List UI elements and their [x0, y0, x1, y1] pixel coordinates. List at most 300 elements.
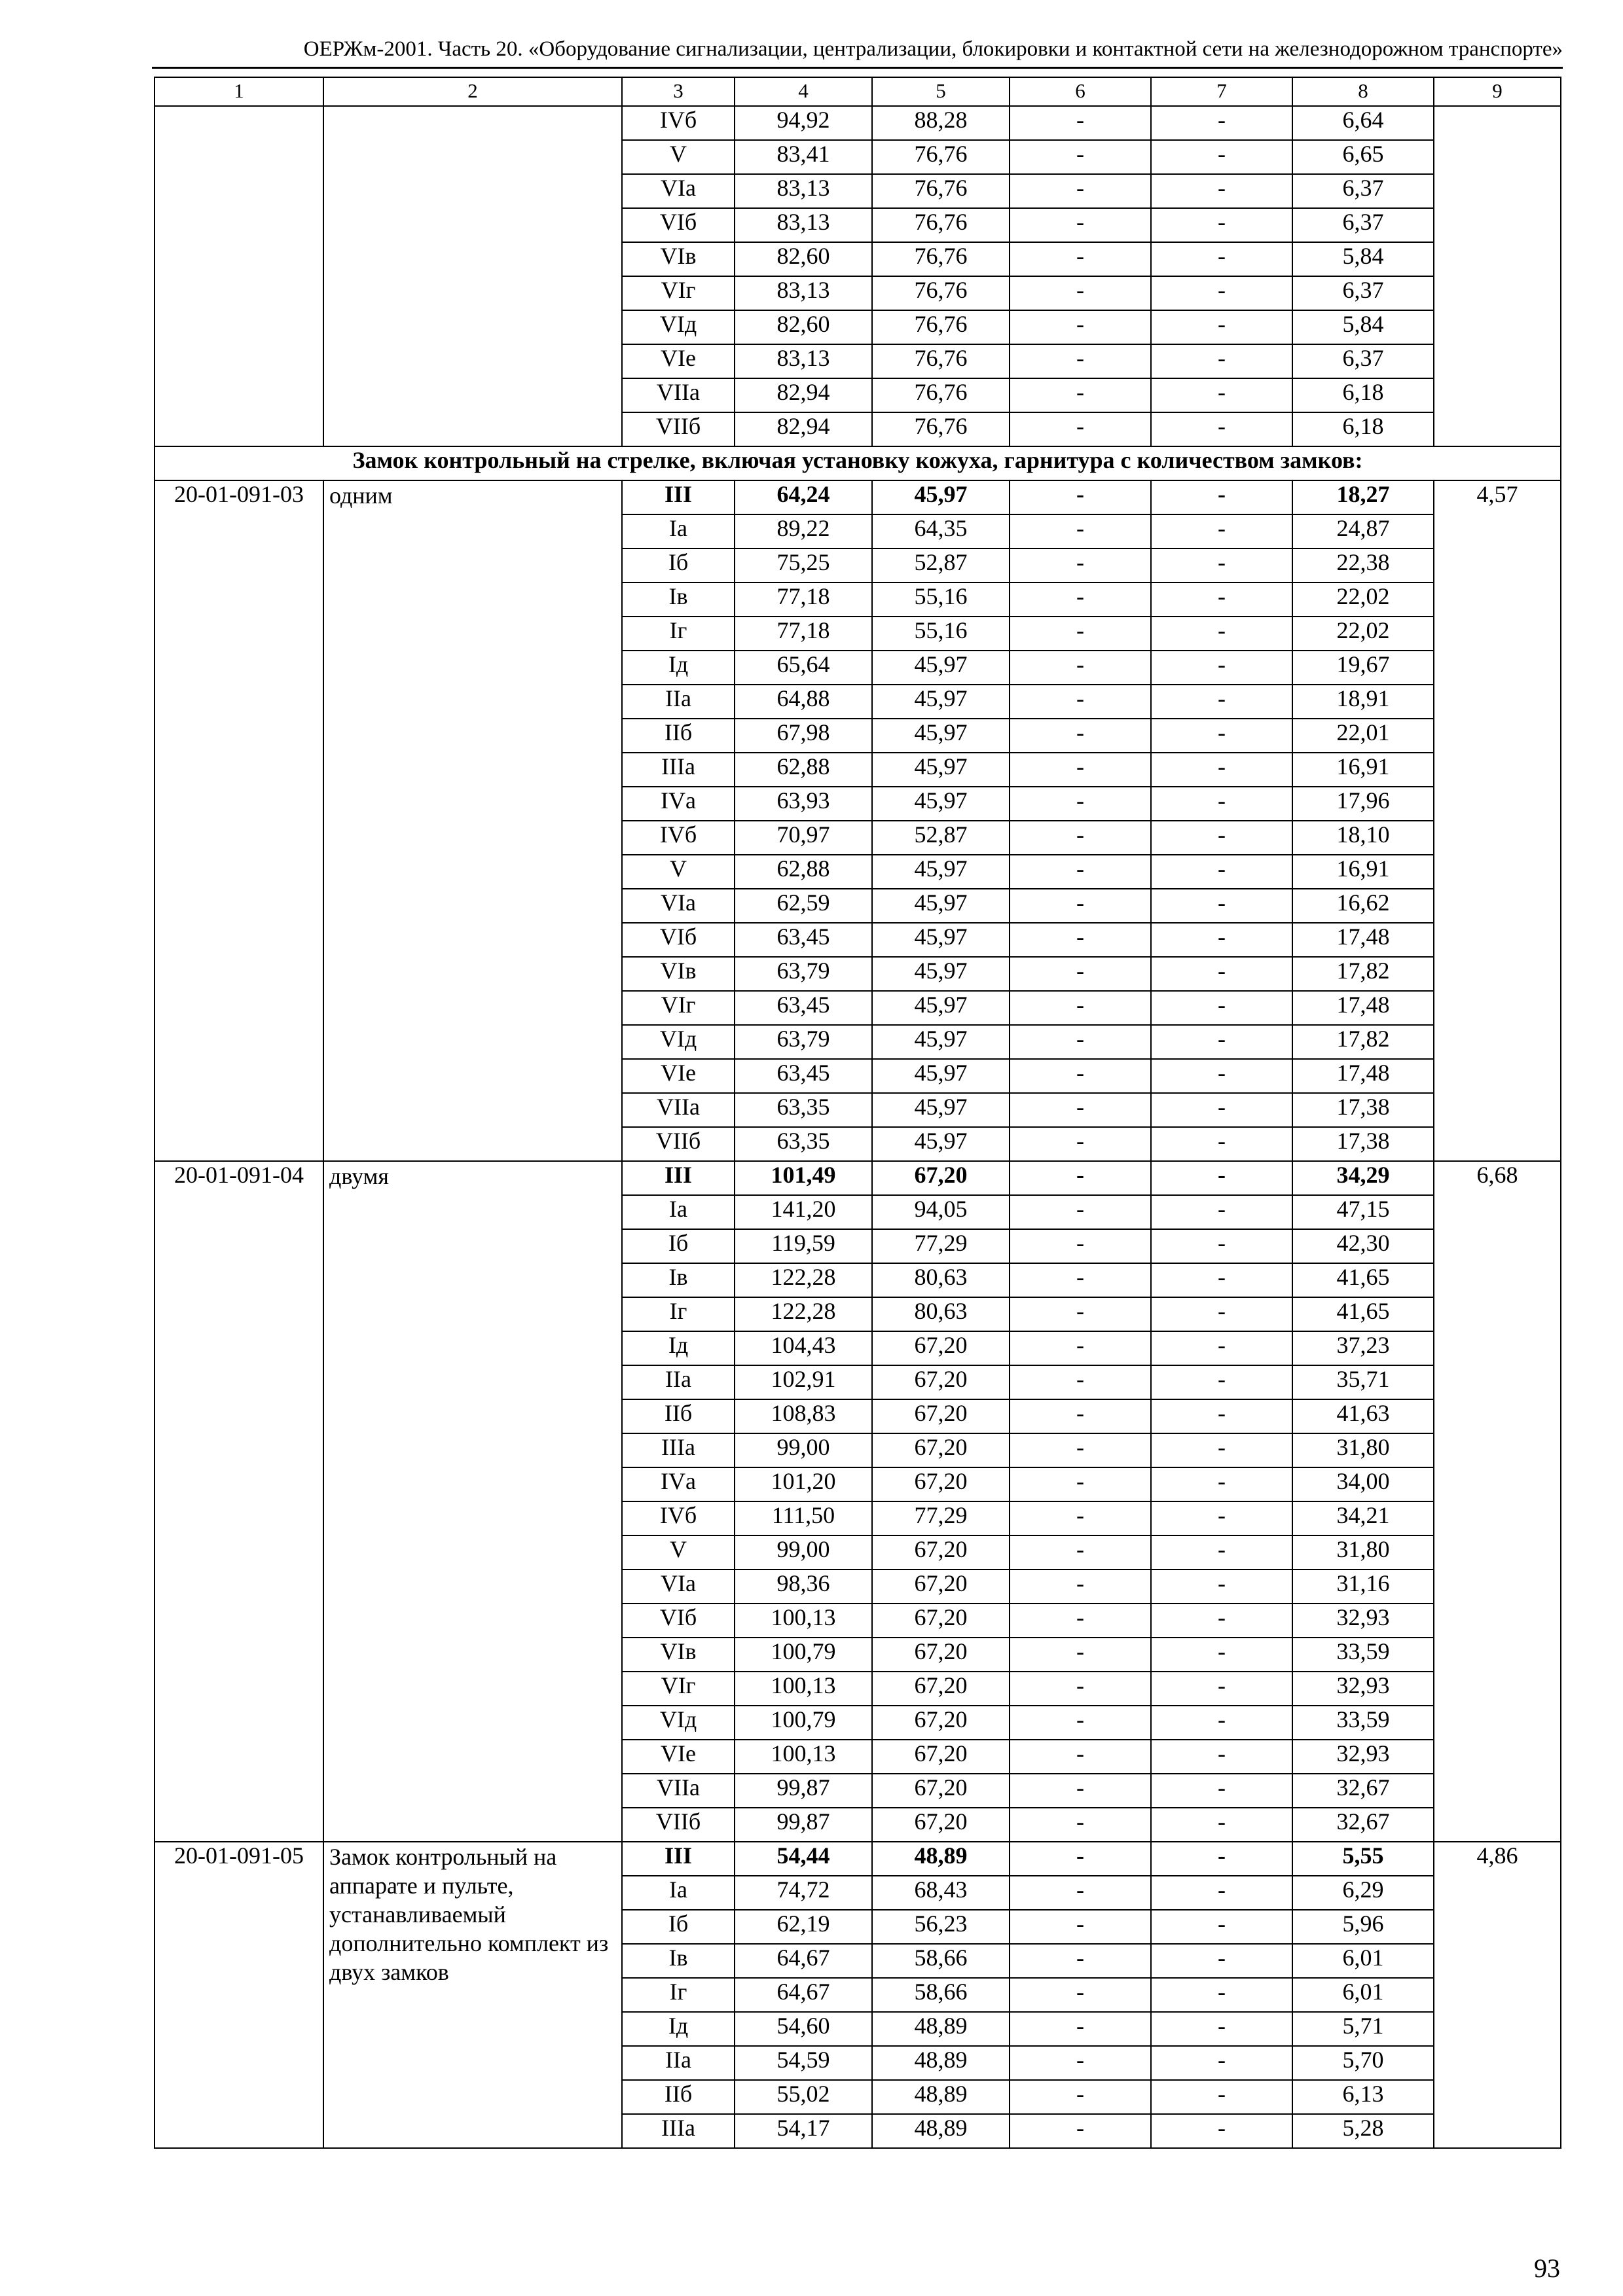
region-cell: VIд — [622, 310, 735, 344]
wages-cell: 48,89 — [872, 2046, 1010, 2080]
wages-cell: 80,63 — [872, 1297, 1010, 1331]
machine-cost-cell: - — [1010, 140, 1151, 174]
materials-cost-cell: 6,18 — [1292, 378, 1434, 412]
direct-cost-cell: 100,79 — [735, 1706, 872, 1740]
direct-cost-cell: 122,28 — [735, 1263, 872, 1297]
machine-cost-cell: - — [1010, 2114, 1151, 2148]
machine-cost-cell: - — [1010, 2012, 1151, 2046]
materials-cost-cell: 33,59 — [1292, 1706, 1434, 1740]
materials-cost-cell: 41,63 — [1292, 1399, 1434, 1433]
machinist-wages-cell: - — [1151, 855, 1292, 889]
wages-cell: 45,97 — [872, 719, 1010, 753]
wages-cell: 76,76 — [872, 344, 1010, 378]
direct-cost-cell: 99,87 — [735, 1774, 872, 1808]
region-cell: VIв — [622, 957, 735, 991]
machinist-wages-cell: - — [1151, 412, 1292, 446]
wages-cell: 58,66 — [872, 1944, 1010, 1978]
region-cell: VIа — [622, 174, 735, 208]
machine-cost-cell: - — [1010, 1808, 1151, 1842]
direct-cost-cell: 141,20 — [735, 1195, 872, 1229]
direct-cost-cell: 111,50 — [735, 1501, 872, 1535]
region-cell: III — [622, 1842, 735, 1876]
region-cell: Iд — [622, 2012, 735, 2046]
machine-cost-cell: - — [1010, 1263, 1151, 1297]
materials-cost-cell: 22,38 — [1292, 548, 1434, 583]
machine-cost-cell: - — [1010, 1535, 1151, 1570]
machinist-wages-cell: - — [1151, 1535, 1292, 1570]
wages-cell: 45,97 — [872, 753, 1010, 787]
machine-cost-cell: - — [1010, 1025, 1151, 1059]
direct-cost-cell: 62,88 — [735, 753, 872, 787]
machine-cost-cell: - — [1010, 1978, 1151, 2012]
wages-cell: 45,97 — [872, 651, 1010, 685]
wages-cell: 45,97 — [872, 1127, 1010, 1161]
wages-cell: 76,76 — [872, 140, 1010, 174]
page-number: 93 — [1534, 2253, 1560, 2283]
region-cell: Iд — [622, 651, 735, 685]
materials-cost-cell: 17,82 — [1292, 1025, 1434, 1059]
machinist-wages-cell: - — [1151, 344, 1292, 378]
region-cell: VIг — [622, 991, 735, 1025]
region-cell: VIе — [622, 344, 735, 378]
machine-cost-cell: - — [1010, 1161, 1151, 1195]
materials-cost-cell: 5,55 — [1292, 1842, 1434, 1876]
direct-cost-cell: 74,72 — [735, 1876, 872, 1910]
machine-cost-cell: - — [1010, 1433, 1151, 1467]
running-header: ОЕРЖм-2001. Часть 20. «Оборудование сигнализации, централизации, блокировки и контактной сети на железнодорожном транспорте» — [152, 34, 1563, 69]
region-cell: IIа — [622, 685, 735, 719]
region-cell: Iд — [622, 1331, 735, 1365]
wages-cell: 48,89 — [872, 1842, 1010, 1876]
machine-cost-cell: - — [1010, 412, 1151, 446]
materials-cost-cell: 5,84 — [1292, 310, 1434, 344]
machinist-wages-cell: - — [1151, 583, 1292, 617]
materials-cost-cell: 16,91 — [1292, 855, 1434, 889]
machinist-wages-cell: - — [1151, 1740, 1292, 1774]
machine-cost-cell: - — [1010, 1399, 1151, 1433]
wages-cell: 67,20 — [872, 1740, 1010, 1774]
machinist-wages-cell: - — [1151, 957, 1292, 991]
region-cell: IVб — [622, 106, 735, 140]
materials-cost-cell: 42,30 — [1292, 1229, 1434, 1263]
machinist-wages-cell: - — [1151, 1978, 1292, 2012]
table-row — [155, 106, 1561, 140]
region-cell: VIб — [622, 208, 735, 242]
materials-cost-cell: 47,15 — [1292, 1195, 1434, 1229]
wages-cell: 67,20 — [872, 1399, 1010, 1433]
region-cell: VIг — [622, 276, 735, 310]
machine-cost-cell: - — [1010, 719, 1151, 753]
direct-cost-cell: 99,87 — [735, 1808, 872, 1842]
machine-cost-cell: - — [1010, 1501, 1151, 1535]
direct-cost-cell: 63,45 — [735, 923, 872, 957]
materials-cost-cell: 6,01 — [1292, 1978, 1434, 2012]
machine-cost-cell: - — [1010, 1093, 1151, 1127]
direct-cost-cell: 64,67 — [735, 1944, 872, 1978]
materials-cost-cell: 22,01 — [1292, 719, 1434, 753]
region-cell: Iв — [622, 583, 735, 617]
machinist-wages-cell: - — [1151, 2114, 1292, 2148]
wages-cell: 55,16 — [872, 617, 1010, 651]
region-cell: III — [622, 480, 735, 514]
direct-cost-cell: 102,91 — [735, 1365, 872, 1399]
region-cell: IIб — [622, 2080, 735, 2114]
name-cell — [323, 106, 622, 446]
machine-cost-cell: - — [1010, 2080, 1151, 2114]
labor-cell: 6,68 — [1434, 1161, 1561, 1842]
materials-cost-cell: 34,00 — [1292, 1467, 1434, 1501]
machine-cost-cell: - — [1010, 1876, 1151, 1910]
machinist-wages-cell: - — [1151, 821, 1292, 855]
name-cell: одним — [323, 480, 622, 1161]
wages-cell: 67,20 — [872, 1774, 1010, 1808]
materials-cost-cell: 32,67 — [1292, 1808, 1434, 1842]
machinist-wages-cell: - — [1151, 1161, 1292, 1195]
direct-cost-cell: 99,00 — [735, 1433, 872, 1467]
section-title-row — [155, 446, 1561, 480]
direct-cost-cell: 54,44 — [735, 1842, 872, 1876]
machine-cost-cell: - — [1010, 1910, 1151, 1944]
machinist-wages-cell: - — [1151, 106, 1292, 140]
wages-cell: 45,97 — [872, 855, 1010, 889]
region-cell: IIIа — [622, 1433, 735, 1467]
column-number: 2 — [323, 77, 622, 106]
materials-cost-cell: 6,37 — [1292, 174, 1434, 208]
direct-cost-cell: 82,94 — [735, 412, 872, 446]
region-cell: Iб — [622, 1910, 735, 1944]
wages-cell: 88,28 — [872, 106, 1010, 140]
direct-cost-cell: 83,13 — [735, 208, 872, 242]
materials-cost-cell: 24,87 — [1292, 514, 1434, 548]
materials-cost-cell: 34,21 — [1292, 1501, 1434, 1535]
materials-cost-cell: 6,37 — [1292, 208, 1434, 242]
materials-cost-cell: 6,13 — [1292, 2080, 1434, 2114]
machine-cost-cell: - — [1010, 1059, 1151, 1093]
column-number: 5 — [872, 77, 1010, 106]
direct-cost-cell: 101,49 — [735, 1161, 872, 1195]
machine-cost-cell: - — [1010, 651, 1151, 685]
materials-cost-cell: 5,71 — [1292, 2012, 1434, 2046]
materials-cost-cell: 16,62 — [1292, 889, 1434, 923]
wages-cell: 76,76 — [872, 310, 1010, 344]
region-cell: VIд — [622, 1706, 735, 1740]
direct-cost-cell: 100,13 — [735, 1740, 872, 1774]
machinist-wages-cell: - — [1151, 1672, 1292, 1706]
column-number: 8 — [1292, 77, 1434, 106]
machinist-wages-cell: - — [1151, 208, 1292, 242]
wages-cell: 64,35 — [872, 514, 1010, 548]
materials-cost-cell: 6,64 — [1292, 106, 1434, 140]
wages-cell: 76,76 — [872, 174, 1010, 208]
region-cell: IIа — [622, 2046, 735, 2080]
region-cell: VIIб — [622, 1808, 735, 1842]
wages-cell: 68,43 — [872, 1876, 1010, 1910]
region-cell: IIа — [622, 1365, 735, 1399]
machine-cost-cell: - — [1010, 1944, 1151, 1978]
machinist-wages-cell: - — [1151, 889, 1292, 923]
wages-cell: 67,20 — [872, 1808, 1010, 1842]
wages-cell: 52,87 — [872, 548, 1010, 583]
wages-cell: 67,20 — [872, 1535, 1010, 1570]
machine-cost-cell: - — [1010, 1604, 1151, 1638]
machinist-wages-cell: - — [1151, 1842, 1292, 1876]
machinist-wages-cell: - — [1151, 753, 1292, 787]
machine-cost-cell: - — [1010, 242, 1151, 276]
wages-cell: 80,63 — [872, 1263, 1010, 1297]
wages-cell: 77,29 — [872, 1501, 1010, 1535]
machine-cost-cell: - — [1010, 378, 1151, 412]
machinist-wages-cell: - — [1151, 719, 1292, 753]
materials-cost-cell: 5,70 — [1292, 2046, 1434, 2080]
machine-cost-cell: - — [1010, 1195, 1151, 1229]
direct-cost-cell: 83,13 — [735, 276, 872, 310]
wages-cell: 67,20 — [872, 1161, 1010, 1195]
region-cell: III — [622, 1161, 735, 1195]
region-cell: Iв — [622, 1944, 735, 1978]
region-cell: VIг — [622, 1672, 735, 1706]
wages-cell: 76,76 — [872, 378, 1010, 412]
direct-cost-cell: 63,79 — [735, 957, 872, 991]
region-cell: VIв — [622, 1638, 735, 1672]
materials-cost-cell: 32,93 — [1292, 1604, 1434, 1638]
direct-cost-cell: 54,59 — [735, 2046, 872, 2080]
region-cell: IVб — [622, 1501, 735, 1535]
direct-cost-cell: 63,93 — [735, 787, 872, 821]
materials-cost-cell: 6,29 — [1292, 1876, 1434, 1910]
materials-cost-cell: 31,80 — [1292, 1433, 1434, 1467]
column-number: 6 — [1010, 77, 1151, 106]
machine-cost-cell: - — [1010, 1842, 1151, 1876]
column-number: 7 — [1151, 77, 1292, 106]
region-cell: IVа — [622, 787, 735, 821]
machine-cost-cell: - — [1010, 2046, 1151, 2080]
machine-cost-cell: - — [1010, 753, 1151, 787]
direct-cost-cell: 64,24 — [735, 480, 872, 514]
direct-cost-cell: 83,13 — [735, 344, 872, 378]
machinist-wages-cell: - — [1151, 2012, 1292, 2046]
region-cell: VIд — [622, 1025, 735, 1059]
wages-cell: 67,20 — [872, 1467, 1010, 1501]
direct-cost-cell: 63,45 — [735, 991, 872, 1025]
machine-cost-cell: - — [1010, 310, 1151, 344]
machine-cost-cell: - — [1010, 480, 1151, 514]
region-cell: VIIа — [622, 1774, 735, 1808]
machinist-wages-cell: - — [1151, 2080, 1292, 2114]
direct-cost-cell: 100,13 — [735, 1672, 872, 1706]
machinist-wages-cell: - — [1151, 1229, 1292, 1263]
materials-cost-cell: 31,16 — [1292, 1570, 1434, 1604]
wages-cell: 67,20 — [872, 1672, 1010, 1706]
materials-cost-cell: 17,38 — [1292, 1127, 1434, 1161]
materials-cost-cell: 32,67 — [1292, 1774, 1434, 1808]
column-number: 9 — [1434, 77, 1561, 106]
machine-cost-cell: - — [1010, 1672, 1151, 1706]
wages-cell: 45,97 — [872, 991, 1010, 1025]
wages-cell: 58,66 — [872, 1978, 1010, 2012]
machinist-wages-cell: - — [1151, 1774, 1292, 1808]
code-cell — [155, 106, 323, 446]
direct-cost-cell: 64,67 — [735, 1978, 872, 2012]
direct-cost-cell: 62,19 — [735, 1910, 872, 1944]
wages-cell: 67,20 — [872, 1638, 1010, 1672]
machinist-wages-cell: - — [1151, 548, 1292, 583]
column-number: 3 — [622, 77, 735, 106]
region-cell: IVа — [622, 1467, 735, 1501]
region-cell: VIа — [622, 889, 735, 923]
direct-cost-cell: 65,64 — [735, 651, 872, 685]
table-body — [155, 77, 1561, 2148]
direct-cost-cell: 83,41 — [735, 140, 872, 174]
wages-cell: 67,20 — [872, 1570, 1010, 1604]
labor-cell — [1434, 106, 1561, 446]
direct-cost-cell: 94,92 — [735, 106, 872, 140]
direct-cost-cell: 89,22 — [735, 514, 872, 548]
wages-cell: 67,20 — [872, 1706, 1010, 1740]
materials-cost-cell: 35,71 — [1292, 1365, 1434, 1399]
region-cell: VIб — [622, 1604, 735, 1638]
region-cell: Iг — [622, 617, 735, 651]
section-title: Замок контрольный на стрелке, включая установку кожуха, гарнитура с количеством замков: — [155, 446, 1561, 480]
direct-cost-cell: 108,83 — [735, 1399, 872, 1433]
wages-cell: 45,97 — [872, 1093, 1010, 1127]
machinist-wages-cell: - — [1151, 1195, 1292, 1229]
machinist-wages-cell: - — [1151, 1944, 1292, 1978]
direct-cost-cell: 63,35 — [735, 1127, 872, 1161]
machinist-wages-cell: - — [1151, 1433, 1292, 1467]
region-cell: VIа — [622, 1570, 735, 1604]
region-cell: VIIа — [622, 378, 735, 412]
materials-cost-cell: 17,48 — [1292, 991, 1434, 1025]
materials-cost-cell: 31,80 — [1292, 1535, 1434, 1570]
direct-cost-cell: 70,97 — [735, 821, 872, 855]
direct-cost-cell: 100,13 — [735, 1604, 872, 1638]
region-cell: Iа — [622, 514, 735, 548]
wages-cell: 76,76 — [872, 208, 1010, 242]
machinist-wages-cell: - — [1151, 242, 1292, 276]
wages-cell: 52,87 — [872, 821, 1010, 855]
machine-cost-cell: - — [1010, 855, 1151, 889]
direct-cost-cell: 122,28 — [735, 1297, 872, 1331]
region-cell: Iг — [622, 1297, 735, 1331]
machine-cost-cell: - — [1010, 1365, 1151, 1399]
machinist-wages-cell: - — [1151, 310, 1292, 344]
wages-cell: 56,23 — [872, 1910, 1010, 1944]
column-number: 1 — [155, 77, 323, 106]
wages-cell: 76,76 — [872, 276, 1010, 310]
machine-cost-cell: - — [1010, 1229, 1151, 1263]
materials-cost-cell: 17,48 — [1292, 1059, 1434, 1093]
wages-cell: 94,05 — [872, 1195, 1010, 1229]
direct-cost-cell: 54,60 — [735, 2012, 872, 2046]
region-cell: VIб — [622, 923, 735, 957]
machine-cost-cell: - — [1010, 1467, 1151, 1501]
wages-cell: 45,97 — [872, 1059, 1010, 1093]
machinist-wages-cell: - — [1151, 1297, 1292, 1331]
wages-cell: 67,20 — [872, 1433, 1010, 1467]
labor-cell: 4,86 — [1434, 1842, 1561, 2148]
direct-cost-cell: 82,60 — [735, 242, 872, 276]
column-number: 4 — [735, 77, 872, 106]
direct-cost-cell: 98,36 — [735, 1570, 872, 1604]
region-cell: IIIа — [622, 2114, 735, 2148]
machine-cost-cell: - — [1010, 889, 1151, 923]
machine-cost-cell: - — [1010, 685, 1151, 719]
wages-cell: 67,20 — [872, 1365, 1010, 1399]
materials-cost-cell: 17,82 — [1292, 957, 1434, 991]
wages-cell: 67,20 — [872, 1331, 1010, 1365]
materials-cost-cell: 6,37 — [1292, 276, 1434, 310]
machinist-wages-cell: - — [1151, 1059, 1292, 1093]
code-cell: 20-01-091-04 — [155, 1161, 323, 1842]
materials-cost-cell: 22,02 — [1292, 583, 1434, 617]
wages-cell: 76,76 — [872, 412, 1010, 446]
machine-cost-cell: - — [1010, 821, 1151, 855]
direct-cost-cell: 82,94 — [735, 378, 872, 412]
wages-cell: 45,97 — [872, 787, 1010, 821]
direct-cost-cell: 55,02 — [735, 2080, 872, 2114]
machine-cost-cell: - — [1010, 208, 1151, 242]
materials-cost-cell: 17,48 — [1292, 923, 1434, 957]
direct-cost-cell: 99,00 — [735, 1535, 872, 1570]
machine-cost-cell: - — [1010, 1570, 1151, 1604]
region-cell: VIе — [622, 1059, 735, 1093]
direct-cost-cell: 54,17 — [735, 2114, 872, 2148]
labor-cell: 4,57 — [1434, 480, 1561, 1161]
table-row — [155, 480, 1561, 514]
machine-cost-cell: - — [1010, 583, 1151, 617]
region-cell: V — [622, 1535, 735, 1570]
machinist-wages-cell: - — [1151, 1570, 1292, 1604]
materials-cost-cell: 6,37 — [1292, 344, 1434, 378]
direct-cost-cell: 63,45 — [735, 1059, 872, 1093]
direct-cost-cell: 62,88 — [735, 855, 872, 889]
materials-cost-cell: 32,93 — [1292, 1672, 1434, 1706]
direct-cost-cell: 75,25 — [735, 548, 872, 583]
region-cell: Iг — [622, 1978, 735, 2012]
column-number-row — [155, 77, 1561, 106]
direct-cost-cell: 82,60 — [735, 310, 872, 344]
materials-cost-cell: 33,59 — [1292, 1638, 1434, 1672]
materials-cost-cell: 6,01 — [1292, 1944, 1434, 1978]
machine-cost-cell: - — [1010, 1706, 1151, 1740]
materials-cost-cell: 18,91 — [1292, 685, 1434, 719]
materials-cost-cell: 41,65 — [1292, 1297, 1434, 1331]
machine-cost-cell: - — [1010, 1774, 1151, 1808]
region-cell: IVб — [622, 821, 735, 855]
direct-cost-cell: 101,20 — [735, 1467, 872, 1501]
materials-cost-cell: 18,27 — [1292, 480, 1434, 514]
materials-cost-cell: 18,10 — [1292, 821, 1434, 855]
machine-cost-cell: - — [1010, 1638, 1151, 1672]
materials-cost-cell: 32,93 — [1292, 1740, 1434, 1774]
wages-cell: 48,89 — [872, 2114, 1010, 2148]
machinist-wages-cell: - — [1151, 1365, 1292, 1399]
machinist-wages-cell: - — [1151, 1093, 1292, 1127]
machine-cost-cell: - — [1010, 617, 1151, 651]
machinist-wages-cell: - — [1151, 514, 1292, 548]
machine-cost-cell: - — [1010, 923, 1151, 957]
machine-cost-cell: - — [1010, 991, 1151, 1025]
wages-cell: 45,97 — [872, 1025, 1010, 1059]
machinist-wages-cell: - — [1151, 174, 1292, 208]
region-cell: Iб — [622, 548, 735, 583]
machinist-wages-cell: - — [1151, 1025, 1292, 1059]
machinist-wages-cell: - — [1151, 651, 1292, 685]
materials-cost-cell: 16,91 — [1292, 753, 1434, 787]
region-cell: IIб — [622, 719, 735, 753]
machine-cost-cell: - — [1010, 344, 1151, 378]
wages-cell: 48,89 — [872, 2080, 1010, 2114]
